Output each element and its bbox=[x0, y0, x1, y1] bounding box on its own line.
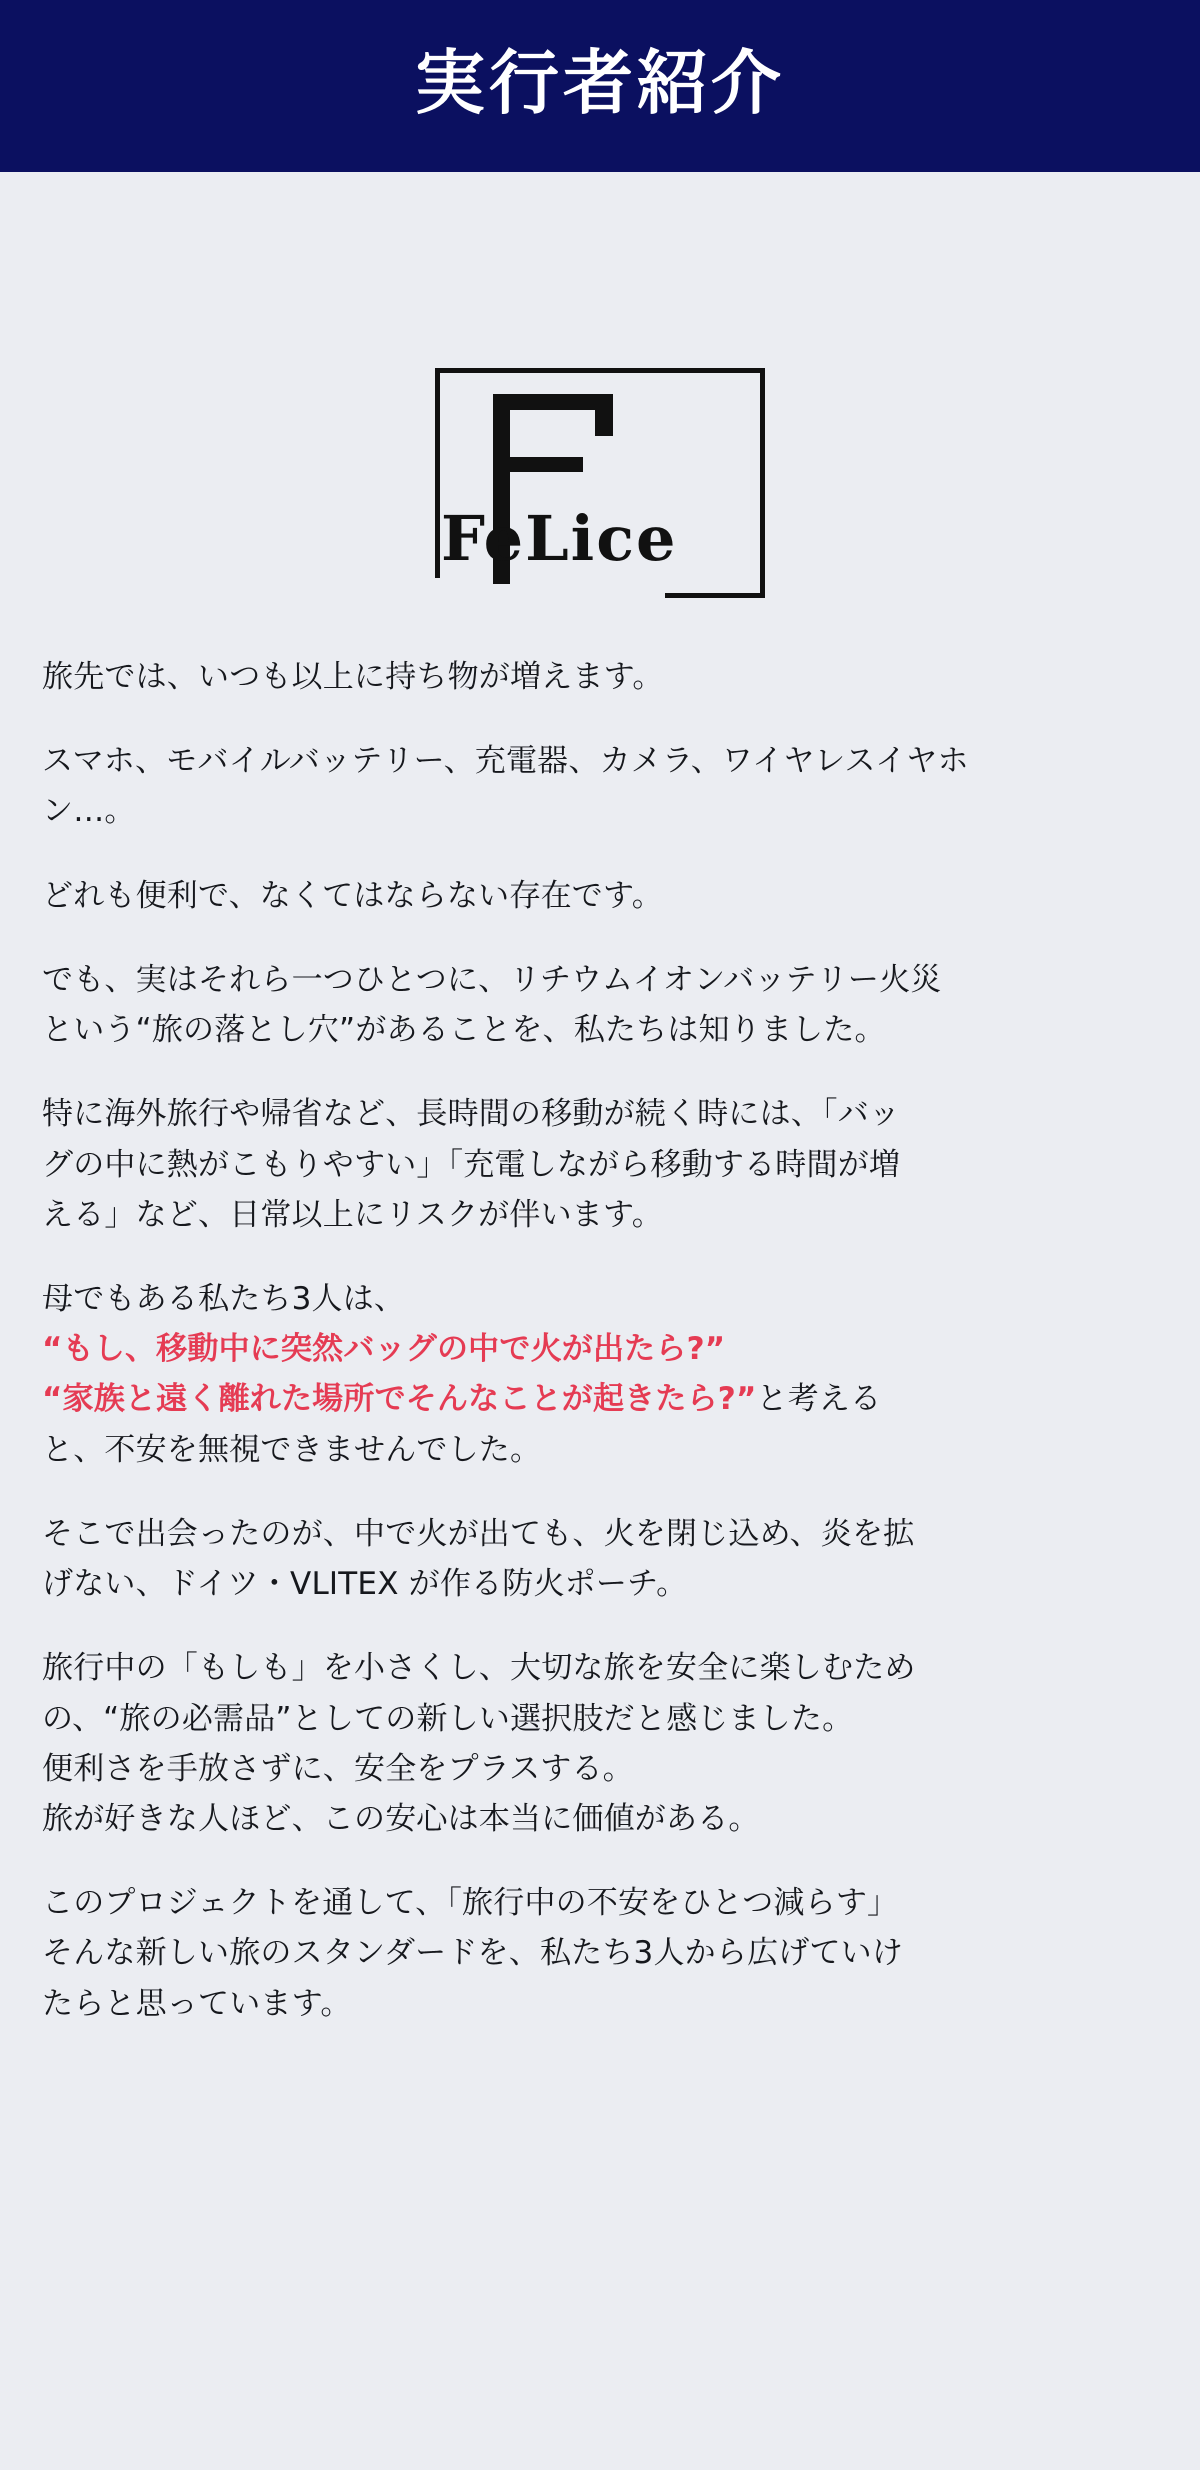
paragraph-6 bbox=[42, 1274, 1158, 1475]
logo-frame-bottom-icon bbox=[665, 593, 765, 598]
paragraph-line-accent: “もし、移動中に突然バッグの中で火が出たら?” bbox=[42, 1331, 726, 1368]
paragraph-7 bbox=[42, 1509, 1158, 1609]
logo-wordmark: FeLice bbox=[441, 502, 678, 575]
paragraph-line: たらと思っています。 bbox=[42, 1985, 352, 2022]
paragraph-line: げない、ドイツ・VLITEX が作る防火ポーチ。 bbox=[42, 1566, 688, 1603]
paragraph-3 bbox=[42, 871, 1158, 921]
logo-frame-left-icon bbox=[435, 368, 440, 578]
body-content bbox=[0, 652, 1200, 2099]
accent-text: “家族と遠く離れた場所でそんなことが起きたら?” bbox=[42, 1381, 757, 1418]
paragraph-2 bbox=[42, 736, 1158, 836]
logo-f-serif-icon bbox=[595, 394, 613, 436]
paragraph-line: 便利さを手放さずに、安全をプラスする。 bbox=[42, 1750, 634, 1787]
brand-logo-container bbox=[0, 172, 1200, 652]
paragraph-line: グの中に熱がこもりやすい」「充電しながら移動する時間が増 bbox=[42, 1146, 901, 1183]
paragraph-line: える」など、日常以上にリスクが伴います。 bbox=[42, 1196, 663, 1233]
paragraph-5 bbox=[42, 1089, 1158, 1240]
page-title: 実行者紹介 bbox=[415, 42, 785, 124]
logo-frame-top-icon bbox=[435, 368, 765, 373]
accent-suffix-text: と考える bbox=[756, 1381, 882, 1418]
logo-frame-right-icon bbox=[760, 368, 765, 598]
paragraph-line: そんな新しい旅のスタンダードを、私たち3人から広げていけ bbox=[42, 1935, 904, 1972]
logo-f-mid-bar-icon bbox=[493, 457, 583, 472]
paragraph-line: 特に海外旅行や帰省など、長時間の移動が続く時には、「バッ bbox=[42, 1096, 901, 1133]
paragraph-8 bbox=[42, 1643, 1158, 1844]
paragraph-9 bbox=[42, 1878, 1158, 2029]
paragraph-line: 旅先では、いつも以上に持ち物が増えます。 bbox=[42, 659, 664, 695]
paragraph-line: 旅が好きな人ほど、この安心は本当に価値がある。 bbox=[42, 1800, 760, 1837]
paragraph-line: 旅行中の「もしも」を小さくし、大切な旅を安全に楽しむため bbox=[42, 1650, 916, 1687]
paragraph-line-accent-mixed bbox=[42, 1374, 1158, 1424]
paragraph-line: という“旅の落とし穴”があることを、私たちは知りました。 bbox=[42, 1012, 886, 1049]
paragraph-line: このプロジェクトを通して、「旅行中の不安をひとつ減らす」 bbox=[42, 1885, 899, 1922]
paragraph-line: と、不安を無視できませんでした。 bbox=[42, 1431, 542, 1468]
paragraph-line: ン…。 bbox=[42, 793, 136, 830]
paragraph-line: スマホ、モバイルバッテリー、充電器、カメラ、ワイヤレスイヤホ bbox=[42, 743, 969, 780]
paragraph-line: どれも便利で、なくてはならない存在です。 bbox=[42, 877, 663, 914]
paragraph-line: でも、実はそれら一つひとつに、リチウムイオンバッテリー火災 bbox=[42, 961, 942, 998]
paragraph-line: そこで出会ったのが、中で火が出ても、火を閉じ込め、炎を拡 bbox=[42, 1515, 915, 1552]
paragraph-1 bbox=[42, 652, 1158, 702]
paragraph-line: 母でもある私たち3人は、 bbox=[42, 1280, 406, 1317]
paragraph-line: の、“旅の必需品”としての新しい選択肢だと感じました。 bbox=[42, 1700, 854, 1737]
paragraph-4 bbox=[42, 955, 1158, 1055]
page-header-banner bbox=[0, 0, 1200, 172]
felice-logo bbox=[435, 272, 765, 612]
